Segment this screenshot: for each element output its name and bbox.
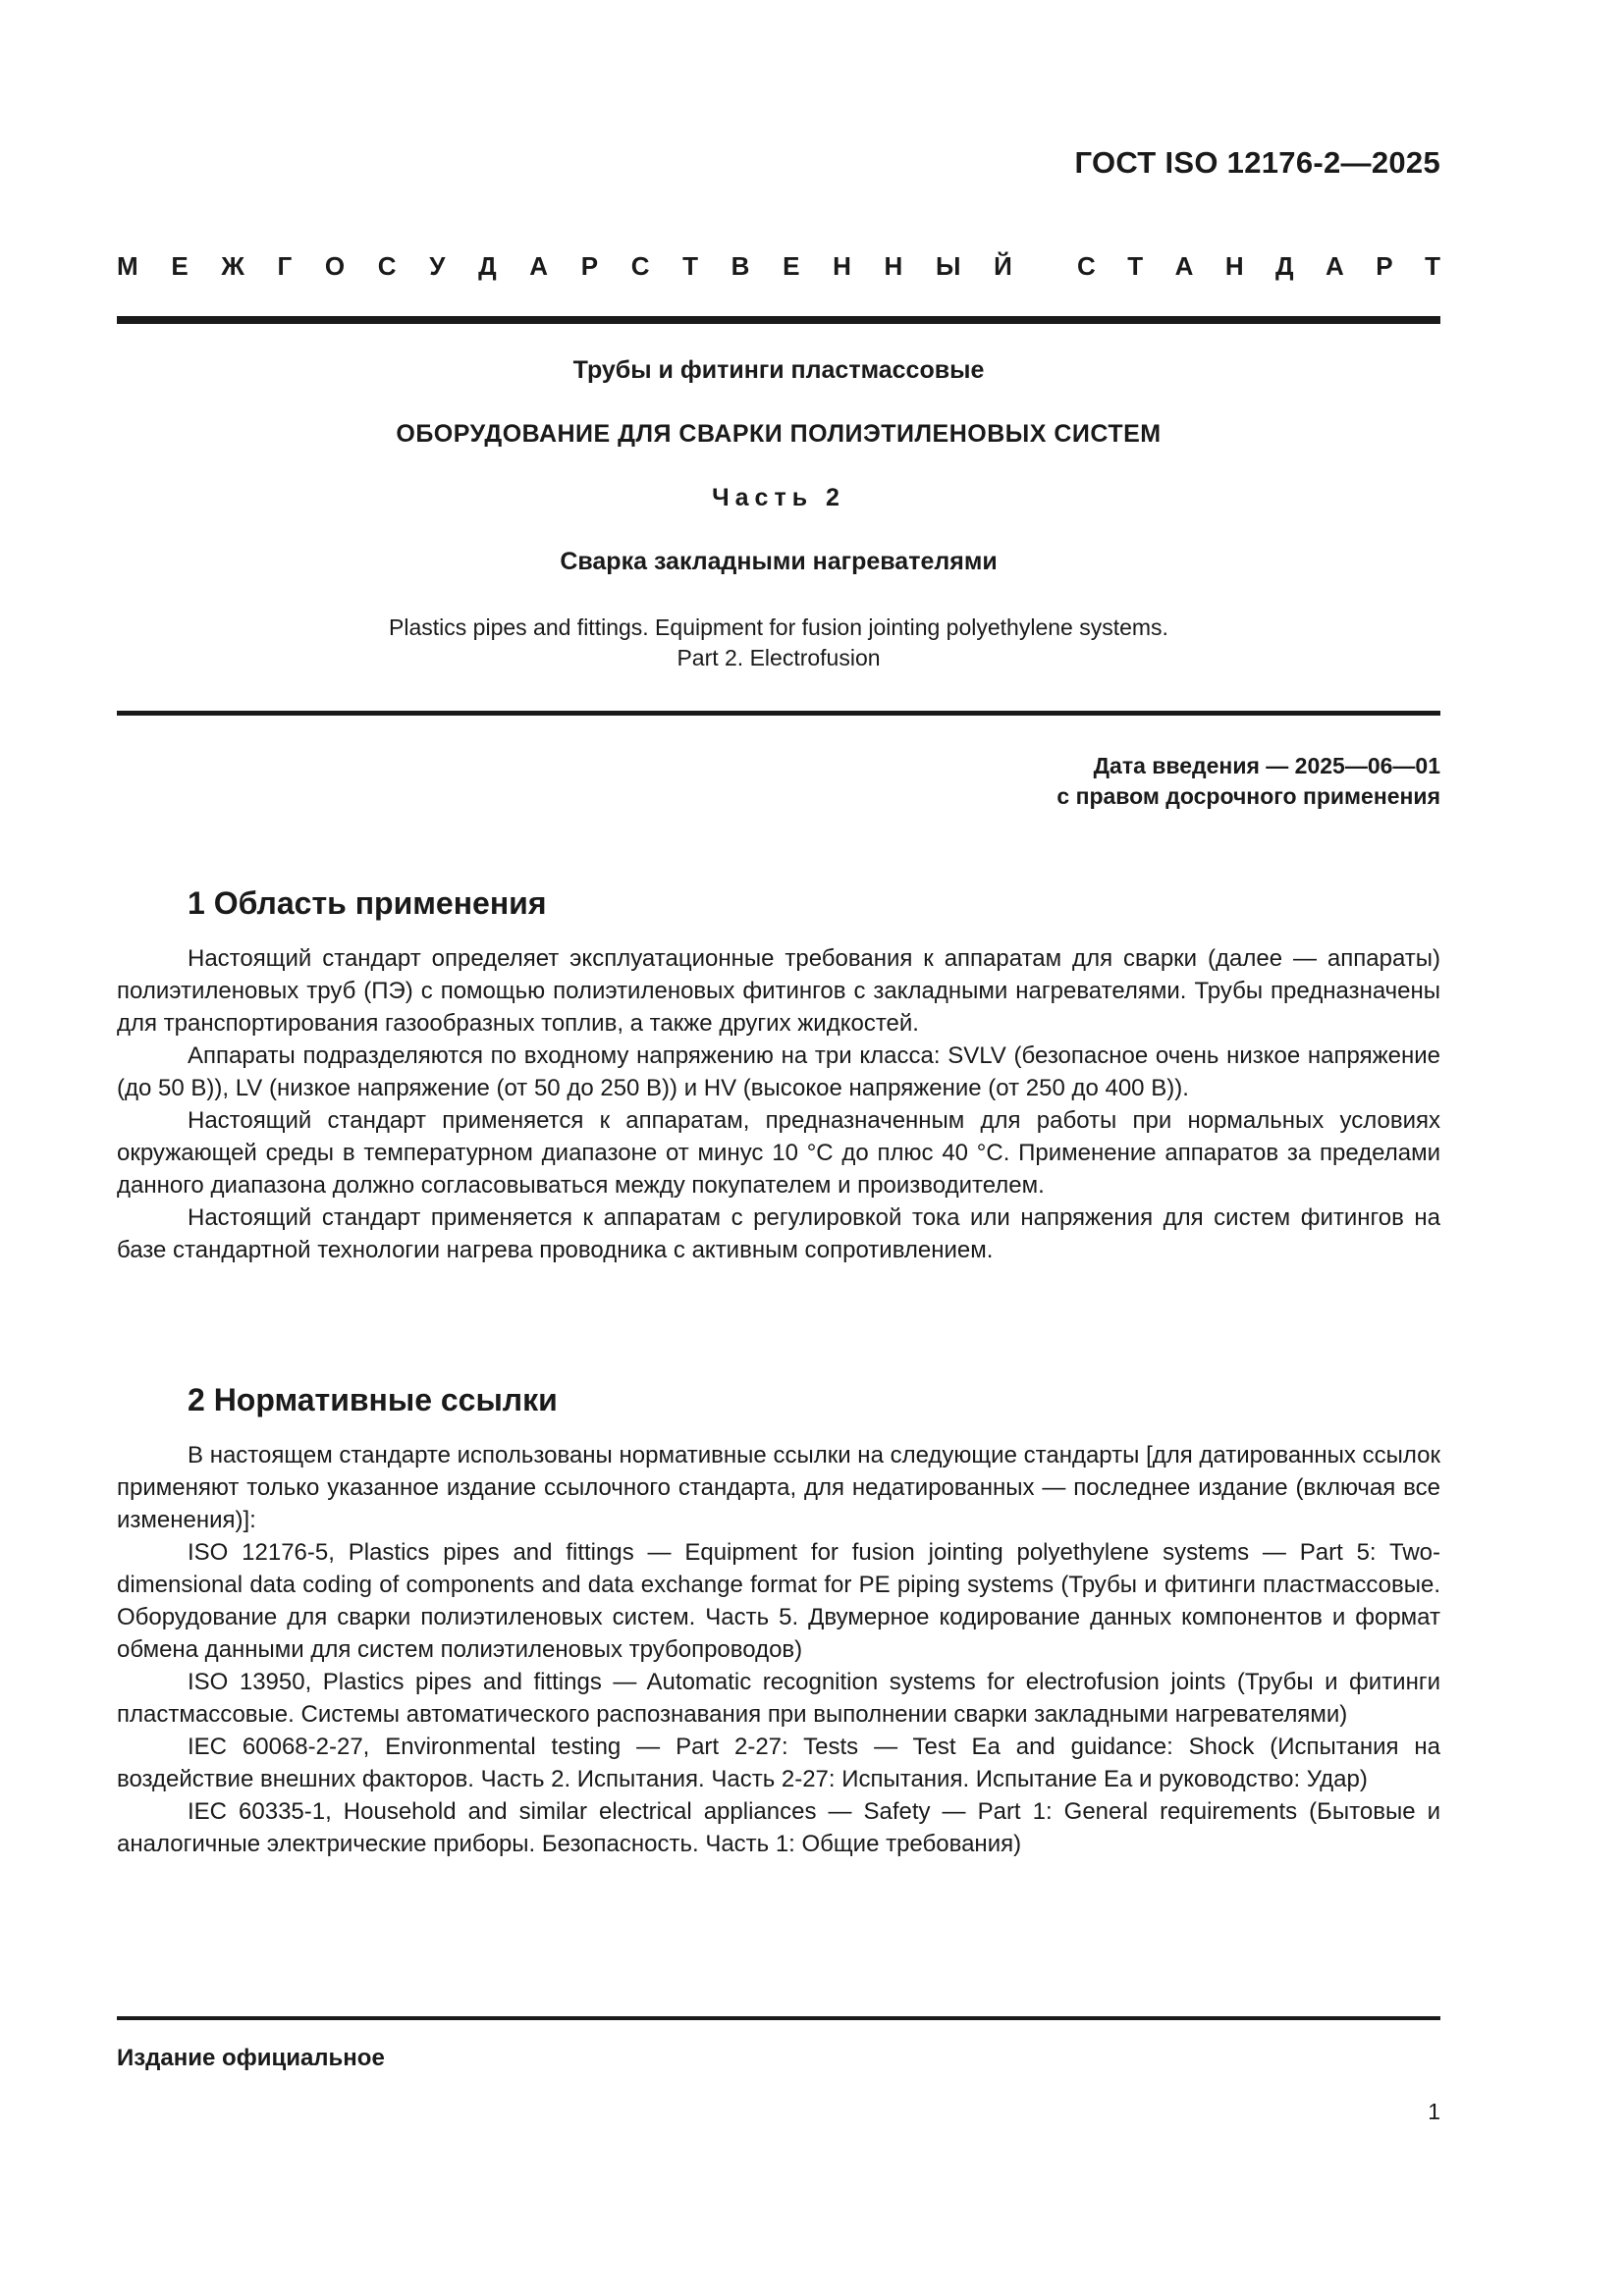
title-main: ОБОРУДОВАНИЕ ДЛЯ СВАРКИ ПОЛИЭТИЛЕНОВЫХ СИСТЕМ [396,420,1162,448]
title-english-line2: Part 2. Electrofusion [677,645,881,670]
interstate-standard-banner [117,251,1440,282]
paragraph: Настоящий стандарт применяется к аппаратам, предназначенным для работы при нормальных условиях окружающей среды в температурном диапазоне от минус 10 °С до плюс 40 °С. Применение аппаратов за пределами данного диапазона должно согласовываться между покупателем и производителем. [117,1107,1440,1199]
reference-item: ISO 12176-5, Plastics pipes and fittings — Equipment for fusion jointing polyethylene systems — Part 5: Two-dimensional data coding of components and data exchange format for PE piping systems (Трубы и фитинги пластмассовые. Оборудование для сварки полиэтиленовых систем. Часть 5. Двумерное кодирование данных компонентов и формат обмена данными для систем полиэтиленовых трубопроводов) [117,1539,1440,1663]
standard-designation: ГОСТ ISO 12176-2—2025 [1074,145,1440,180]
interstate-word [117,251,1012,282]
banner-letter: М [117,251,138,281]
page-number: 1 [1428,2099,1440,2124]
banner-letter: Н [1224,251,1244,281]
banner-letter: В [731,251,750,281]
early-application-note: с правом досрочного применения [1056,783,1440,809]
introduction-date-block [1056,751,1440,812]
banner-letter: У [429,251,446,281]
reference-item: IEC 60335-1, Household and similar electrical appliances — Safety — Part 1: General requirements (Бытовые и аналогичные электрические приборы. Безопасность. Часть 1: Общие требования) [117,1798,1440,1857]
banner-letter: Й [994,251,1012,281]
banner-letter: Т [682,251,699,281]
paragraph: Настоящий стандарт определяет эксплуатационные требования к аппаратам для сварки (далее — аппараты) полиэтиленовых труб (ПЭ) с помощью полиэтиленовых фитингов с закладными нагревателями. Трубы предназначены для транспортирования газообразных топлив, а также других жидкостей. [117,945,1440,1037]
banner-letter: Е [171,251,189,281]
banner-letter: Г [277,251,293,281]
banner-letter: С [630,251,650,281]
banner-letter: О [324,251,346,281]
banner-letter: А [1174,251,1194,281]
title-part: Часть 2 [712,484,845,511]
banner-letter: Р [1376,251,1393,281]
banner-letter: А [529,251,549,281]
paragraph: В настоящем стандарте использованы нормативные ссылки на следующие стандарты [для датированных ссылок применяют только указанное издание ссылочного стандарта, для недатированных — последнее издание (включая все изменения)]: [117,1442,1440,1533]
banner-letter: Н [884,251,903,281]
document-page [117,0,1440,2296]
paragraph: Аппараты подразделяются по входному напряжению на три класса: SVLV (безопасное очень низкое напряжение (до 50 В)), LV (низкое напряжение (от 50 до 250 В)) и HV (высокое напряжение (от 250 до 400 В)). [117,1042,1440,1101]
banner-letter: Р [580,251,599,281]
official-edition-label: Издание официальное [117,2045,385,2071]
reference-item: ISO 13950, Plastics pipes and fittings — Automatic recognition systems for electrofusion joints (Трубы и фитинги пластмассовые. Системы автоматического распознавания при выполнении сварки закладными нагревателями) [117,1669,1440,1728]
title-english [117,613,1440,673]
section-heading: 1 Область применения [188,885,547,921]
footer-divider [117,2016,1440,2020]
paragraph: Настоящий стандарт применяется к аппаратам с регулировкой тока или напряжения для систем фитингов на базе стандартной технологии нагрева проводника с активным сопротивлением. [117,1204,1440,1263]
section-scope [117,883,1440,1266]
reference-item: IEC 60068-2-27, Environmental testing — Part 2-27: Tests — Test Ea and guidance: Shock (Испытания на воздействие внешних факторов. Часть 2. Испытания. Часть 2-27: Испытания. Испытание Еа и руководство: Удар) [117,1734,1440,1792]
banner-letter: Д [478,251,497,281]
title-part-name: Сварка закладными нагревателями [560,548,998,575]
banner-letter: Т [1127,251,1144,281]
title-divider [117,711,1440,716]
banner-letter: Ы [935,251,961,281]
section-heading: 2 Нормативные ссылки [188,1382,558,1417]
title-subtitle: Трубы и фитинги пластмассовые [572,356,985,384]
top-divider [117,316,1440,324]
section-normative-references [117,1380,1440,1860]
title-english-line1: Plastics pipes and fittings. Equipment for fusion jointing polyethylene systems. [389,614,1168,640]
introduction-date: Дата введения — 2025—06—01 [1093,753,1440,778]
standard-word [1077,251,1440,282]
banner-letter: Т [1425,251,1440,281]
banner-letter: Ж [221,251,244,281]
banner-letter: С [1077,251,1096,281]
banner-letter: С [377,251,397,281]
banner-letter: Е [783,251,800,281]
banner-letter: Д [1275,251,1294,281]
banner-letter: Н [833,251,851,281]
banner-letter: А [1326,251,1344,281]
